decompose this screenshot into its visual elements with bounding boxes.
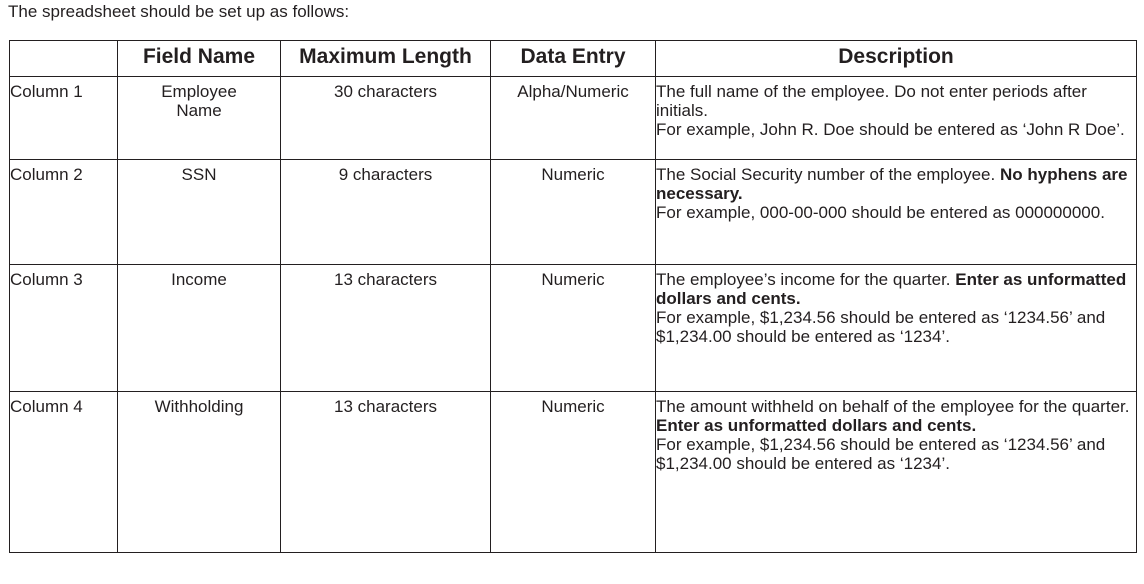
table-row [10, 77, 1137, 160]
data-entry-cell: Alpha/Numeric [491, 77, 656, 160]
description-text: The Social Security number of the employee. [656, 165, 996, 184]
column-label: Column 1 [10, 77, 118, 160]
description-bold: No hyphens are necessary. [656, 165, 1128, 203]
description-example: For example, $1,234.56 should be entered as ‘1234.56’ and $1,234.00 should be entered as ‘1234’. [656, 308, 1106, 346]
description-text: The employee’s income for the quarter. [656, 270, 951, 289]
description-cell [656, 77, 1137, 160]
header-blank [10, 41, 118, 77]
max-length-cell: 30 characters [281, 77, 491, 160]
field-name-cell: Withholding [118, 392, 281, 553]
data-entry-cell: Numeric [491, 160, 656, 265]
description-example: For example, 000-00-000 should be entered as 000000000. [656, 203, 1105, 222]
header-field-name: Field Name [118, 41, 281, 77]
description-text: The amount withheld on behalf of the employee for the quarter. [656, 397, 1130, 416]
table-row [10, 160, 1137, 265]
description-cell [656, 392, 1137, 553]
header-maximum-length: Maximum Length [281, 41, 491, 77]
description-text: The full name of the employee. Do not enter periods after initials. [656, 82, 1087, 120]
spreadsheet-spec-table [9, 40, 1137, 553]
description-cell [656, 160, 1137, 265]
description-example: For example, $1,234.56 should be entered as ‘1234.56’ and $1,234.00 should be entered as ‘1234’. [656, 435, 1106, 473]
description-bold: Enter as unformatted dollars and cents. [656, 270, 1127, 308]
field-name-cell: Income [118, 265, 281, 392]
header-description: Description [656, 41, 1137, 77]
max-length-cell: 13 characters [281, 265, 491, 392]
column-label: Column 4 [10, 392, 118, 553]
max-length-cell: 9 characters [281, 160, 491, 265]
column-label: Column 3 [10, 265, 118, 392]
header-row [10, 41, 1137, 77]
max-length-cell: 13 characters [281, 392, 491, 553]
field-name-cell: SSN [118, 160, 281, 265]
description-example: For example, John R. Doe should be entered as ‘John R Doe’. [656, 120, 1125, 139]
table-row [10, 265, 1137, 392]
field-name-cell: Employee Name [118, 77, 281, 160]
column-label: Column 2 [10, 160, 118, 265]
header-data-entry: Data Entry [491, 41, 656, 77]
table-row [10, 392, 1137, 553]
data-entry-cell: Numeric [491, 265, 656, 392]
data-entry-cell: Numeric [491, 392, 656, 553]
intro-text: The spreadsheet should be set up as follows: [8, 2, 350, 21]
description-bold: Enter as unformatted dollars and cents. [656, 416, 977, 435]
description-cell [656, 265, 1137, 392]
